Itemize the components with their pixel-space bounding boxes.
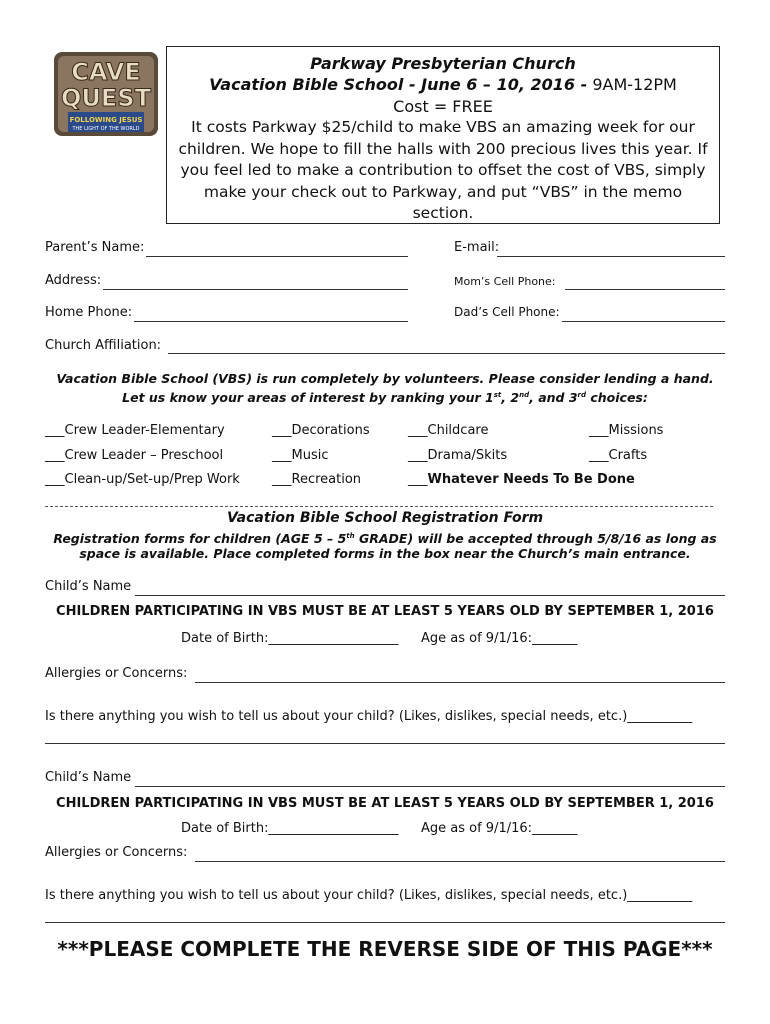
home-phone-label: Home Phone: (45, 305, 133, 320)
address-label: Address: (45, 273, 102, 288)
child2-name-label: Child’s Name (45, 770, 132, 785)
vbs-dates (167, 74, 719, 96)
child1-tell-label[interactable]: Is there anything you wish to tell us about your child? (Likes, dislikes, special needs, etc.)__________ (45, 709, 693, 724)
email-field[interactable] (497, 256, 725, 257)
address-field[interactable] (103, 289, 408, 290)
header-box (166, 46, 720, 224)
child1-age[interactable]: Age as of 9/1/16:_______ (421, 631, 578, 646)
registration-line2: space is available. Place completed forms in the box near the Church’s main entrance. (79, 546, 691, 561)
child1-name-field[interactable] (135, 595, 725, 596)
mom-cell-label: Mom’s Cell Phone: (454, 275, 556, 288)
interest-cleanup[interactable]: ___Clean-up/Set-up/Prep Work (45, 472, 240, 487)
child2-tell-label[interactable]: Is there anything you wish to tell us about your child? (Likes, dislikes, special needs, etc.)__________ (45, 888, 693, 903)
home-phone-field[interactable] (134, 321, 408, 322)
vbs-time: 9AM-12PM (587, 75, 677, 94)
dad-cell-label-text: Dad’s Cell Phone: (454, 305, 560, 319)
interest-childcare[interactable]: ___Childcare (408, 423, 489, 438)
volunteer-line2a: Let us know your areas of interest by ranking your 1 (122, 390, 494, 406)
interest-decorations[interactable]: ___Decorations (272, 423, 370, 438)
volunteer-line1: Vacation Bible School (VBS) is run completely by volunteers. Please consider lending a hand. (56, 371, 714, 386)
email-label: E-mail: (454, 240, 500, 255)
volunteer-line2 (0, 387, 770, 406)
child2-dob[interactable]: Date of Birth:____________________ (181, 821, 399, 836)
child1-allergies-field[interactable] (195, 682, 725, 683)
logo-sub1: FOLLOWING JESUS (69, 116, 143, 124)
registration-line1b: GRADE) will be accepted through 5/8/16 as long as (354, 531, 717, 547)
child2-age-notice: CHILDREN PARTICIPATING IN VBS MUST BE AT LEAST 5 YEARS OLD BY SEPTEMBER 1, 2016 (56, 796, 714, 811)
child1-allergies-label: Allergies or Concerns: (45, 666, 188, 681)
registration-line1a: Registration forms for children (AGE 5 – 5 (53, 531, 347, 547)
mom-cell-field[interactable] (565, 289, 725, 290)
sup3: rd (577, 391, 586, 399)
child2-name-field[interactable] (135, 786, 725, 787)
interest-recreation[interactable]: ___Recreation (272, 472, 362, 487)
sup2: nd (519, 391, 530, 399)
child1-age-notice: CHILDREN PARTICIPATING IN VBS MUST BE AT LEAST 5 YEARS OLD BY SEPTEMBER 1, 2016 (56, 604, 714, 619)
interest-drama[interactable]: ___Drama/Skits (408, 448, 508, 463)
footer-reverse-notice: ***PLEASE COMPLETE THE REVERSE SIDE OF THIS PAGE*** (57, 937, 713, 961)
child1-dob[interactable]: Date of Birth:____________________ (181, 631, 399, 646)
sup1: st (493, 391, 502, 399)
child2-age[interactable]: Age as of 9/1/16:_______ (421, 821, 578, 836)
dad-cell-field[interactable] (562, 321, 725, 322)
logo-line1: CAVE (71, 58, 141, 86)
dashed-separator (45, 506, 713, 507)
church-affiliation-label: Church Affiliation: (45, 338, 162, 353)
dad-cell-label (454, 305, 560, 320)
church-name: Parkway Presbyterian Church (310, 54, 576, 73)
header-body: It costs Parkway $25/child to make VBS an amazing week for our children. We hope to fill the halls with 200 precious lives this year. If you feel led to make a contribution to offset the cost of VBS, simply make your check out to Parkway, and put “VBS” in the memo section. (178, 118, 708, 222)
child1-name-label: Child’s Name (45, 579, 132, 594)
parent-name-field[interactable] (146, 256, 408, 257)
cave-quest-logo (52, 50, 160, 138)
child2-allergies-label: Allergies or Concerns: (45, 845, 188, 860)
child2-tell-field[interactable] (45, 922, 725, 923)
logo-line2: QUEST (61, 84, 151, 112)
interest-crafts[interactable]: ___Crafts (589, 448, 648, 463)
interest-missions[interactable]: ___Missions (589, 423, 664, 438)
child2-allergies-field[interactable] (195, 861, 725, 862)
interest-crew-elementary[interactable]: ___Crew Leader-Elementary (45, 423, 225, 438)
interest-crew-preschool[interactable]: ___Crew Leader – Preschool (45, 448, 224, 463)
interest-whatever-label: Whatever Needs To Be Done (427, 472, 635, 487)
volunteer-line2d: choices: (586, 390, 648, 406)
logo-sub2: THE LIGHT OF THE WORLD (72, 126, 140, 132)
interest-whatever-prefix: ___ (408, 472, 428, 487)
interest-whatever[interactable] (408, 472, 635, 487)
registration-title: Vacation Bible School Registration Form (226, 510, 544, 526)
cost-line: Cost = FREE (393, 97, 493, 116)
volunteer-line2c: , and 3 (529, 390, 578, 406)
parent-name-label: Parent’s Name: (45, 240, 145, 255)
vbs-dates-italic: Vacation Bible School - June 6 – 10, 2016 - (209, 75, 588, 94)
church-affiliation-field[interactable] (168, 353, 725, 354)
child1-tell-field[interactable] (45, 743, 725, 744)
interest-music[interactable]: ___Music (272, 448, 329, 463)
registration-sup: th (346, 532, 355, 540)
volunteer-line2b: , 2 (501, 390, 520, 406)
